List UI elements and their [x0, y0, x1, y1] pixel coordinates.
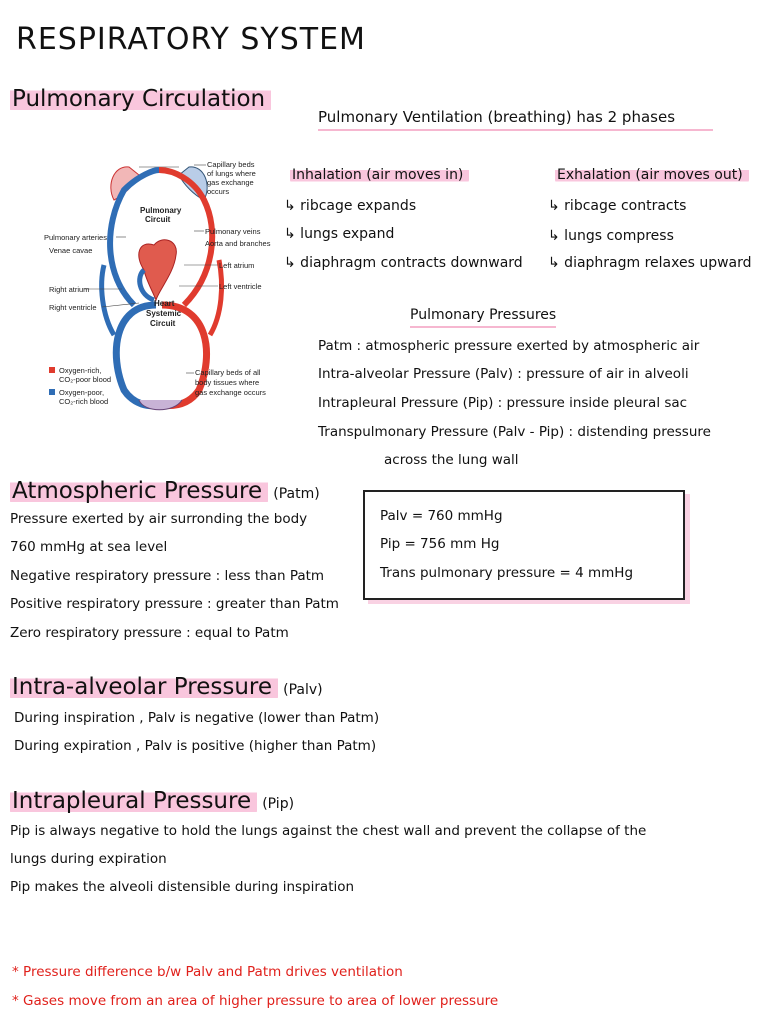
atmospheric-heading: Atmospheric Pressure (Patm)	[12, 478, 320, 504]
label-systemic-circuit-2: Circuit	[150, 319, 176, 328]
pressure-line: Transpulmonary Pressure (Palv - Pip) : distending pressure	[318, 424, 711, 440]
pressure-line: Patm : atmospheric pressure exerted by atmospheric air	[318, 338, 700, 354]
intra-alveolar-line: During inspiration , Palv is negative (lower than Patm)	[14, 710, 380, 726]
legend-oxygen-rich-1: Oxygen-rich,	[59, 366, 102, 375]
atmospheric-line: Pressure exerted by air surronding the body	[10, 511, 308, 527]
legend-oxygen-poor-swatch	[49, 389, 55, 395]
pulmonary-circulation-diagram	[44, 155, 284, 417]
intra-alveolar-heading: Intra-alveolar Pressure (Palv)	[12, 674, 323, 700]
value-pip: Pip = 756 mm Hg	[380, 536, 500, 552]
label-capillary-body-1: Capillary beds of all	[195, 368, 261, 377]
pressures-heading: Pulmonary Pressures	[410, 307, 556, 328]
exhalation-title: Exhalation (air moves out)	[555, 167, 749, 183]
label-pulmonary-circuit-2: Circuit	[145, 215, 171, 224]
label-capillary-lungs-2: of lungs where	[207, 169, 256, 178]
label-capillary-body-3: gas exchange occurs	[195, 388, 266, 397]
ventilation-heading: Pulmonary Ventilation (breathing) has 2 phases	[318, 108, 713, 131]
atmospheric-line: Zero respiratory pressure : equal to Patm	[10, 625, 289, 641]
label-capillary-lungs-4: occurs	[207, 187, 230, 196]
intrapleural-heading: Intrapleural Pressure (Pip)	[12, 788, 295, 814]
label-right-ventricle: Right ventricle	[49, 303, 97, 312]
label-left-ventricle: Left ventricle	[219, 282, 262, 291]
label-venae-cavae: Venae cavae	[49, 246, 93, 255]
pulmonary-circulation-heading: Pulmonary Circulation	[10, 86, 271, 112]
inhalation-item: ↳ diaphragm contracts downward	[284, 255, 523, 271]
atmospheric-line: Positive respiratory pressure : greater than Patm	[10, 596, 339, 612]
intrapleural-line: Pip is always negative to hold the lungs against the chest wall and prevent the collapse of the	[10, 823, 647, 839]
value-transpulmonary: Trans pulmonary pressure = 4 mmHg	[380, 565, 634, 581]
label-capillary-lungs-3: gas exchange	[207, 178, 254, 187]
label-capillary-body-2: body tissues where	[195, 378, 260, 387]
label-pulmonary-circuit-1: Pulmonary	[140, 206, 182, 215]
label-aorta: Aorta and branches	[205, 239, 271, 248]
legend-oxygen-rich-2: CO₂-poor blood	[59, 375, 112, 384]
label-pulmonary-veins: Pulmonary veins	[205, 227, 261, 236]
label-systemic-circuit-1: Systemic	[146, 309, 182, 318]
legend-oxygen-poor-1: Oxygen-poor,	[59, 388, 105, 397]
intrapleural-line: lungs during expiration	[10, 851, 167, 867]
atmospheric-line: Negative respiratory pressure : less than Patm	[10, 568, 325, 584]
value-palv: Palv = 760 mmHg	[380, 508, 503, 524]
label-pulmonary-arteries: Pulmonary arteries	[44, 233, 107, 242]
inhalation-title: Inhalation (air moves in)	[290, 167, 469, 183]
page-title: RESPIRATORY SYSTEM	[16, 22, 366, 57]
exhalation-item: ↳ ribcage contracts	[548, 198, 687, 214]
inhalation-item: ↳ lungs expand	[284, 226, 395, 242]
exhalation-item: ↳ diaphragm relaxes upward	[548, 255, 752, 271]
heart-icon	[139, 240, 177, 300]
exhalation-item: ↳ lungs compress	[548, 228, 674, 244]
pressure-line: Intra-alveolar Pressure (Palv) : pressure of air in alveoli	[318, 366, 689, 382]
label-heart: Heart	[154, 299, 175, 308]
atmospheric-line: 760 mmHg at sea level	[10, 539, 168, 555]
legend-oxygen-poor-2: CO₂-rich blood	[59, 397, 109, 406]
note-line: * Gases move from an area of higher pressure to area of lower pressure	[12, 993, 499, 1009]
label-left-atrium: Left atrium	[219, 261, 255, 270]
note-line: * Pressure difference b/w Palv and Patm drives ventilation	[12, 964, 403, 980]
intra-alveolar-line: During expiration , Palv is positive (higher than Patm)	[14, 738, 377, 754]
inhalation-item: ↳ ribcage expands	[284, 198, 417, 214]
pressure-line: Intrapleural Pressure (Pip) : pressure inside pleural sac	[318, 395, 688, 411]
label-right-atrium: Right atrium	[49, 285, 90, 294]
legend-oxygen-rich-swatch	[49, 367, 55, 373]
intrapleural-line: Pip makes the alveoli distensible during inspiration	[10, 879, 355, 895]
label-capillary-lungs-1: Capillary beds	[207, 160, 255, 169]
pressure-line-continuation: across the lung wall	[384, 452, 519, 468]
